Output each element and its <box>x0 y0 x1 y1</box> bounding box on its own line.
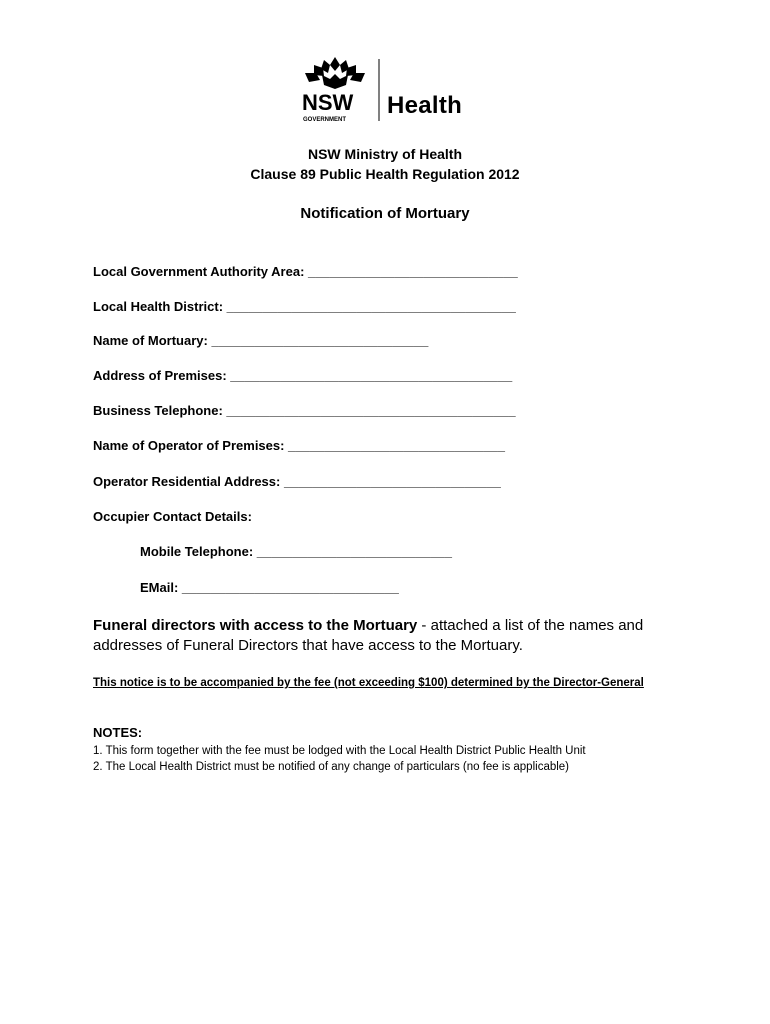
logo-sub: GOVERNMENT <box>303 117 347 123</box>
clause-heading: Clause 89 Public Health Regulation 2012 <box>250 166 520 182</box>
field-local-health-district[interactable]: Local Health District: ________________________________________ <box>93 299 516 314</box>
fee-notice: This notice is to be accompanied by the fee (not exceeding $100) determined by the Director-General <box>93 677 644 689</box>
funeral-directors-text: - attached a list of the names and addresses of Funeral Directors that have access to the Mortuary. <box>93 617 644 654</box>
field-operator-address[interactable]: Operator Residential Address: ______________________________ <box>93 474 501 489</box>
logo-brand: NSW <box>302 90 354 115</box>
logo-health-text: Health <box>387 92 463 119</box>
ministry-heading: NSW Ministry of Health <box>307 146 462 162</box>
note-item-1: 1. This form together with the fee must be lodged with the Local Health District Public Health Unit <box>93 745 586 757</box>
occupier-contact-heading: Occupier Contact Details: <box>93 509 252 524</box>
funeral-directors-heading: Funeral directors with access to the Mortuary <box>93 617 418 634</box>
field-address-of-premises[interactable]: Address of Premises: _______________________________________ <box>93 368 513 383</box>
field-email[interactable]: EMail: ______________________________ <box>140 580 399 595</box>
note-item-2: 2. The Local Health District must be notified of any change of particulars (no fee is applicable) <box>93 761 570 773</box>
funeral-directors-paragraph <box>93 616 683 656</box>
field-name-of-mortuary[interactable]: Name of Mortuary: ______________________________ <box>93 333 429 348</box>
field-local-government-area[interactable]: Local Government Authority Area: _____________________________ <box>93 264 518 279</box>
notes-heading: NOTES: <box>93 725 143 740</box>
field-mobile-telephone[interactable]: Mobile Telephone: ___________________________ <box>140 544 452 559</box>
page-title: Notification of Mortuary <box>300 205 470 222</box>
field-business-telephone[interactable]: Business Telephone: ________________________________________ <box>93 403 516 418</box>
field-operator-name[interactable]: Name of Operator of Premises: ______________________________ <box>93 438 505 453</box>
